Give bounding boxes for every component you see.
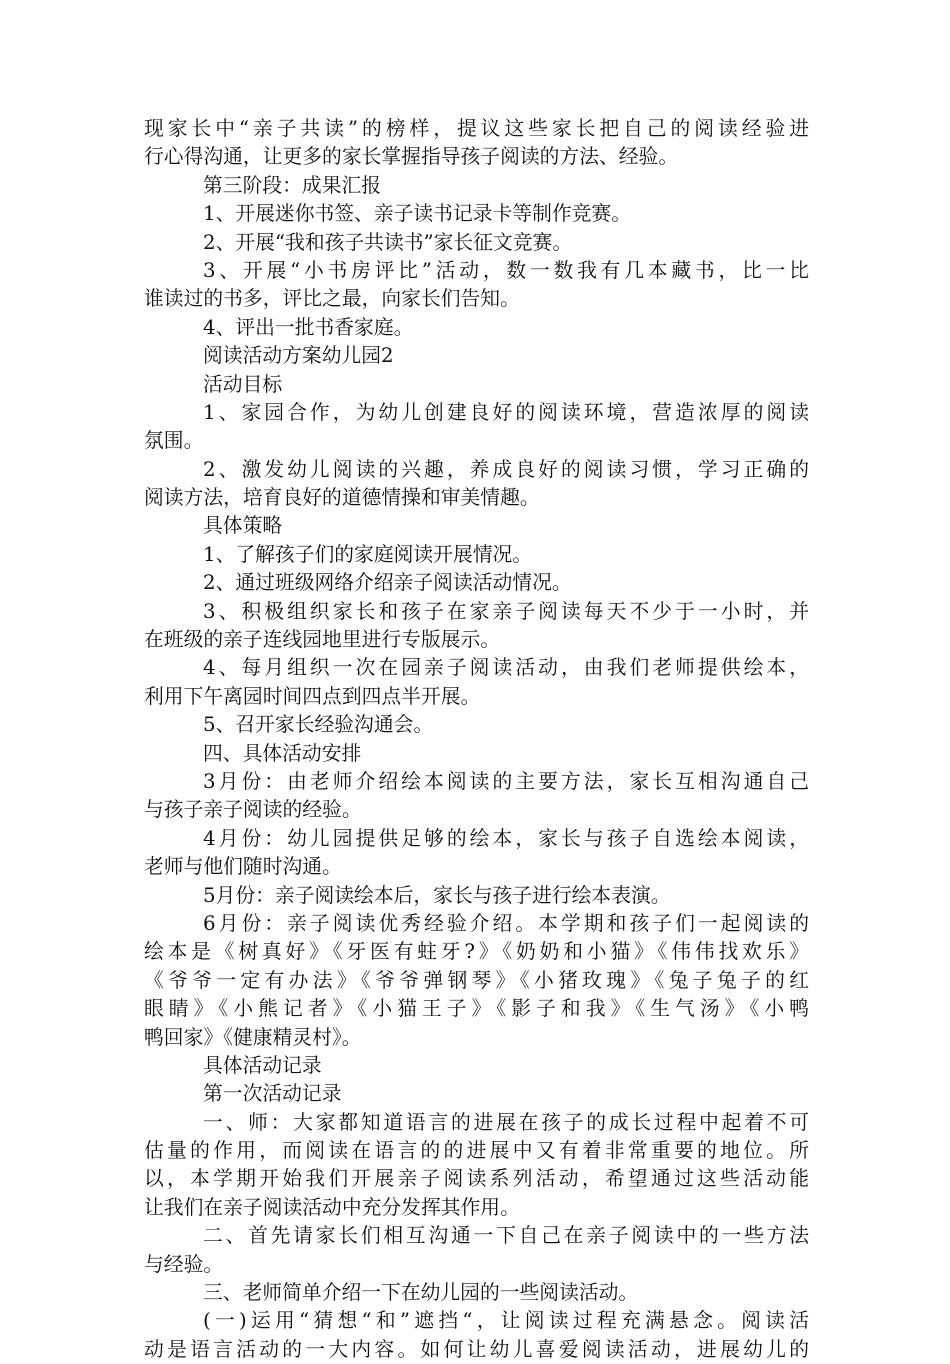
text-line: 阅读活动方案幼儿园2 — [203, 344, 394, 368]
text-line: 4、评出一批书香家庭。 — [203, 315, 414, 339]
text-line: 眼睛》《小熊记者》《小猫王子》《影子和我》《生气汤》《小鸭 — [144, 997, 809, 1021]
text-line: 活动目标 — [203, 372, 283, 396]
text-line: 以，本学期开始我们开展亲子阅读系列活动，希望通过这些活动能 — [144, 1167, 809, 1191]
text-line: 1、开展迷你书签、亲子读书记录卡等制作竞赛。 — [203, 202, 631, 226]
text-line: 与孩子亲子阅读的经验。 — [144, 798, 362, 822]
text-line: 2、通过班级网络介绍亲子阅读活动情况。 — [203, 571, 572, 595]
text-line: 谁读过的书多，评比之最，向家长们告知。 — [144, 287, 520, 311]
text-line: 3、积极组织家长和孩子在家亲子阅读每天不少于一小时，并 — [203, 599, 809, 623]
text-line: 四、具体活动安排 — [203, 741, 362, 765]
text-line: 《爷爷一定有办法》《爷爷弹钢琴》《小猪玫瑰》《兔子兔子的红 — [144, 968, 809, 992]
text-line: 2、开展“我和孩子共读书”家长征文竞赛。 — [203, 230, 573, 254]
text-line: 4月份：幼儿园提供足够的绘本，家长与孩子自选绘本阅读， — [203, 826, 809, 850]
text-line: 老师与他们随时沟通。 — [144, 855, 342, 879]
document-body — [144, 115, 809, 1364]
text-line: 具体活动记录 — [203, 1053, 322, 1077]
text-line: 估量的作用，而阅读在语言的的进展中又有着非常重要的地位。所 — [144, 1139, 809, 1163]
text-line: 行心得沟通，让更多的家长掌握指导孩子阅读的方法、经验。 — [144, 145, 679, 169]
text-line: 3月份：由老师介绍绘本阅读的主要方法，家长互相沟通自己 — [203, 769, 809, 793]
text-line: 动是语言活动的一大内容。如何让幼儿喜爱阅读活动，进展幼儿的 — [144, 1337, 809, 1361]
text-line: 绘本是《树真好》《牙医有蛀牙?》《奶奶和小猫》《伟伟找欢乐》 — [144, 940, 809, 964]
text-line: 6月份：亲子阅读优秀经验介绍。本学期和孩子们一起阅读的 — [203, 911, 809, 935]
text-line: 利用下午离园时间四点到四点半开展。 — [144, 684, 481, 708]
text-line: 4、每月组织一次在园亲子阅读活动，由我们老师提供绘本， — [203, 656, 809, 680]
text-line: 现家长中“亲子共读”的榜样，提议这些家长把自己的阅读经验进 — [144, 117, 809, 140]
text-line: 2、激发幼儿阅读的兴趣，养成良好的阅读习惯，学习正确的 — [203, 457, 809, 481]
text-line: 1、家园合作，为幼儿创建良好的阅读环境，营造浓厚的阅读 — [203, 400, 809, 424]
text-line: 在班级的亲子连线园地里进行专版展示。 — [144, 628, 501, 652]
text-line: 1、了解孩子们的家庭阅读开展情况。 — [203, 542, 533, 566]
text-line: 阅读方法，培育良好的道德情操和审美情趣。 — [144, 486, 540, 510]
text-line: 二、首先请家长们相互沟通一下自己在亲子阅读中的一些方法 — [203, 1224, 809, 1248]
text-line: 具体策略 — [203, 514, 283, 538]
text-line: 3、开展“小书房评比”活动，数一数我有几本藏书，比一比 — [203, 258, 809, 282]
text-line: 让我们在亲子阅读活动中充分发挥其作用。 — [144, 1195, 520, 1219]
text-line: (一)运用“猜想“和”遮挡“，让阅读过程充满悬念。阅读活 — [203, 1309, 809, 1333]
text-line: 第一次活动记录 — [203, 1082, 342, 1106]
text-line: 一、师：大家都知道语言的进展在孩子的成长过程中起着不可 — [203, 1110, 809, 1134]
text-line: 5、召开家长经验沟通会。 — [203, 713, 434, 737]
text-line: 三、老师简单介绍一下在幼儿园的一些阅读活动。 — [203, 1281, 639, 1305]
text-line: 氛围。 — [144, 429, 204, 453]
text-line: 第三阶段：成果汇报 — [203, 173, 382, 197]
text-line: 与经验。 — [144, 1252, 224, 1276]
text-line: 鸭回家》《健康精灵村》。 — [144, 1025, 362, 1049]
text-line: 5月份：亲子阅读绘本后，家长与孩子进行绘本表演。 — [203, 883, 671, 907]
